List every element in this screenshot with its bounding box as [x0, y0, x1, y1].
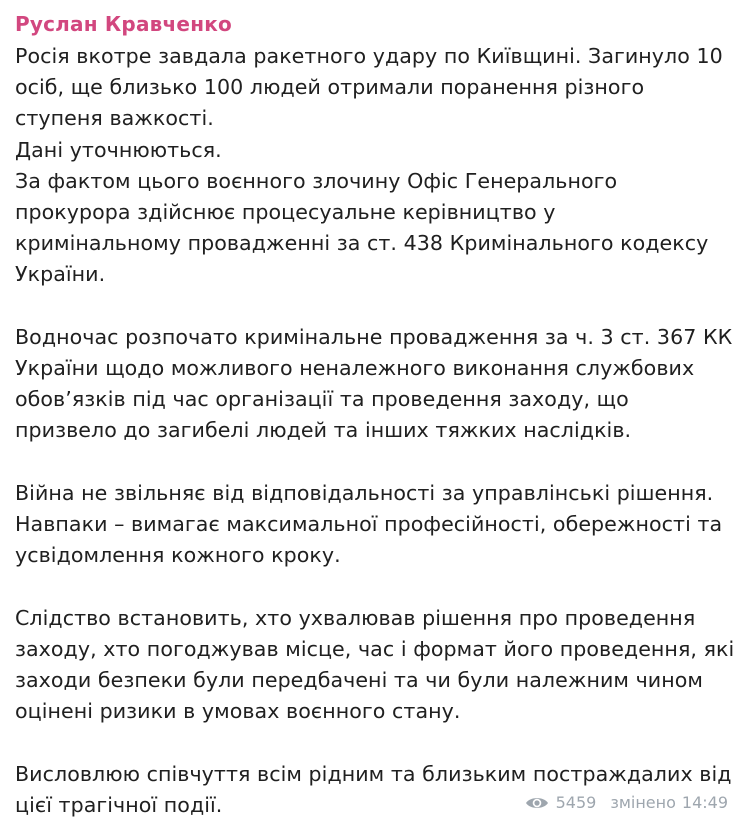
message-line: ступеня важкості.	[15, 106, 214, 131]
message-author[interactable]: Руслан Кравченко	[15, 12, 232, 36]
paragraph-gap	[15, 571, 728, 602]
paragraph-gap	[15, 447, 728, 478]
message-line: прокурора здійснює процесуальне керівництво у	[15, 200, 556, 225]
message-line: Росія вкотре завдала ракетного удару по Київщині. Загинуло 10	[15, 44, 723, 68]
message-line: цієї трагічної події.	[15, 792, 223, 817]
message-line: заходи безпеки були передбачені та чи були належним чином	[15, 668, 703, 693]
message-line: Дані уточнюються.	[15, 137, 222, 162]
paragraph-gap	[15, 291, 728, 322]
message-line: заходу, хто погоджував місце, час і формат його проведення, які	[15, 636, 735, 661]
message-text	[15, 41, 735, 818]
message-line: Навпаки – вимагає максимальної професійності, обережності та	[15, 512, 723, 537]
message-time: 14:49	[681, 793, 728, 812]
message-line: усвідомлення кожного кроку.	[15, 543, 341, 568]
paragraph-3	[15, 478, 728, 572]
message-line: призвело до загибелі людей та інших тяжких наслідків.	[15, 418, 632, 443]
message-line: За фактом цього воєнного злочину Офіс Генерального	[15, 168, 618, 193]
message-line: осіб, ще близько 100 людей отримали поранення різного	[15, 75, 645, 100]
edited-label: змінено	[610, 793, 676, 812]
message-meta	[524, 793, 728, 813]
message-line: Слідство встановить, хто ухвалював рішення про проведення	[15, 605, 696, 630]
message-line: України щодо можливого неналежного виконання службових	[15, 356, 695, 381]
eye-icon	[524, 794, 550, 812]
message-line: Висловлюю співчуття всім рідним та близьким постраждалих від	[15, 761, 732, 786]
view-count: 5459	[555, 793, 597, 812]
paragraph-4	[15, 603, 735, 728]
paragraph-gap	[15, 727, 728, 758]
message-line: Війна не звільняє від відповідальності за управлінські рішення.	[15, 480, 714, 505]
message-line: обов’язків під час організації та проведення заходу, що	[15, 387, 629, 412]
paragraph-2	[15, 322, 733, 447]
message-line: Водночас розпочато кримінальне провадження за ч. 3 ст. 367 КК	[15, 324, 733, 349]
message-line: оцінені ризики в умовах воєнного стану.	[15, 699, 461, 724]
message-line: України.	[15, 262, 106, 287]
paragraph-1	[15, 41, 728, 291]
message-line: кримінальному провадженні за ст. 438 Кримінального кодексу	[15, 231, 709, 256]
